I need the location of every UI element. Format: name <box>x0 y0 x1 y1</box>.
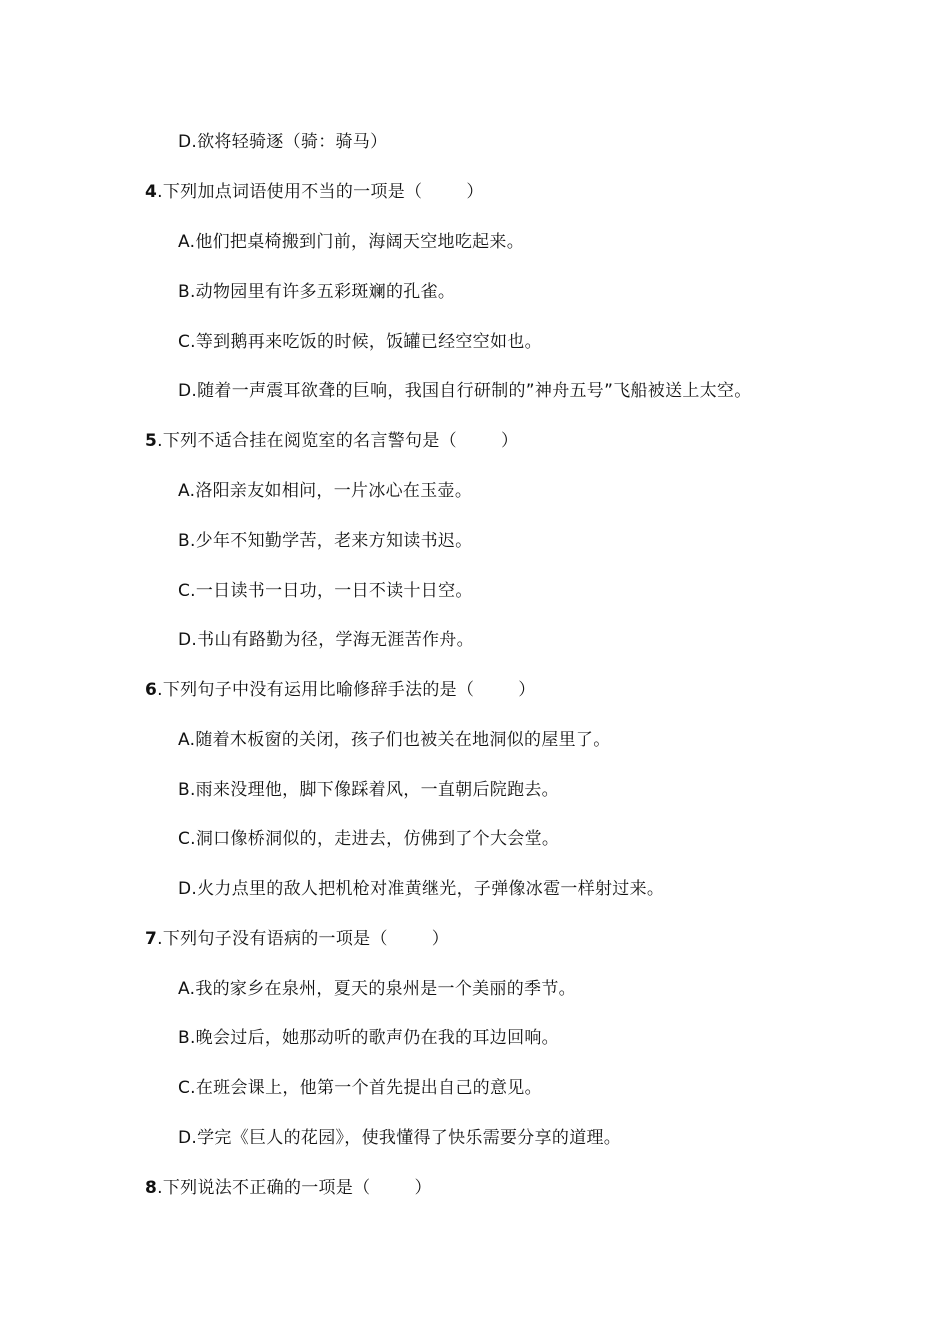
question-5-option-c: C.一日读书一日功，一日不读十日空。 <box>178 581 473 601</box>
question-text: .下列句子没有语病的一项是（ <box>157 929 388 949</box>
question-6-option-d: D.火力点里的敌人把机枪对准黄继光，子弹像冰雹一样射过来。 <box>178 879 665 899</box>
question-8-stem <box>145 1177 432 1199</box>
question-text: .下列说法不正确的一项是（ <box>157 1178 371 1198</box>
question-number: 7 <box>145 929 158 949</box>
question-4-option-b: B.动物园里有许多五彩斑斓的孔雀。 <box>178 282 456 302</box>
previous-option-d: D.欲将轻骑逐（骑：骑马） <box>178 132 388 152</box>
answer-blank-close: ） <box>414 1178 432 1198</box>
answer-blank-close: ） <box>466 182 484 202</box>
question-5-option-d: D.书山有路勤为径，学海无涯苦作舟。 <box>178 630 474 650</box>
question-6-option-b: B.雨来没理他，脚下像踩着风，一直朝后院跑去。 <box>178 780 559 800</box>
answer-blank-close: ） <box>518 680 536 700</box>
question-number: 5 <box>145 431 158 451</box>
question-6-stem <box>145 679 536 701</box>
answer-blank-close: ） <box>500 431 519 451</box>
question-6-option-a: A.随着木板窗的关闭，孩子们也被关在地洞似的屋里了。 <box>178 730 611 750</box>
question-5-option-a: A.洛阳亲友如相问，一片冰心在玉壶。 <box>178 481 473 501</box>
question-text: .下列加点词语使用不当的一项是（ <box>157 182 423 202</box>
question-7-option-c: C.在班会课上，他第一个首先提出自己的意见。 <box>178 1078 542 1098</box>
question-number: 4 <box>145 182 158 202</box>
answer-blank-close: ） <box>431 929 450 949</box>
question-text: .下列不适合挂在阅览室的名言警句是（ <box>157 431 457 451</box>
question-5-option-b: B.少年不知勤学苦，老来方知读书迟。 <box>178 531 473 551</box>
question-7-option-a: A.我的家乡在泉州，夏天的泉州是一个美丽的季节。 <box>178 979 576 999</box>
question-4-option-c: C.等到鹅再来吃饭的时候，饭罐已经空空如也。 <box>178 332 542 352</box>
question-7-option-b: B.晚会过后，她那动听的歌声仍在我的耳边回响。 <box>178 1028 559 1048</box>
question-4-stem <box>145 181 484 203</box>
question-number: 8 <box>145 1178 158 1198</box>
question-5-stem <box>145 430 518 452</box>
question-4-option-d: D.随着一声震耳欲聋的巨响，我国自行研制的”神舟五号”飞船被送上太空。 <box>178 381 752 401</box>
question-7-option-d: D.学完《巨人的花园》，使我懂得了快乐需要分享的道理。 <box>178 1128 622 1148</box>
question-7-stem <box>145 928 449 950</box>
question-number: 6 <box>145 680 158 700</box>
question-4-option-a: A.他们把桌椅搬到门前，海阔天空地吃起来。 <box>178 232 525 252</box>
question-text: .下列句子中没有运用比喻修辞手法的是（ <box>157 680 475 700</box>
question-6-option-c: C.洞口像桥洞似的，走进去，仿佛到了个大会堂。 <box>178 829 560 849</box>
